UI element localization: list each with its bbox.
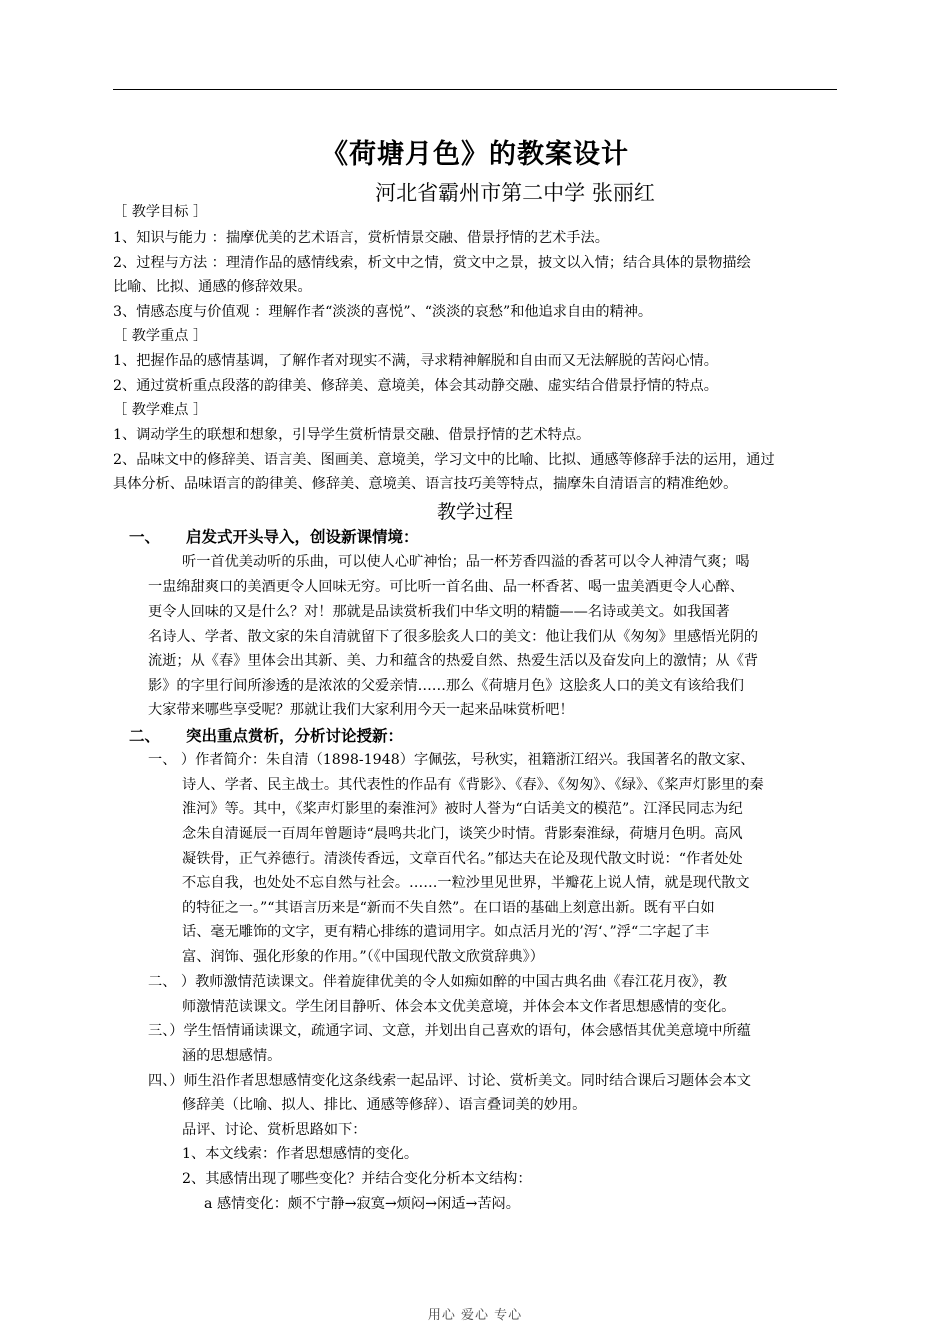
paragraph-line: 富、润饰、强化形象的作用。”（《中国现代散文欣赏辞典》）	[182, 949, 544, 965]
part2-number: 二、	[129, 726, 161, 745]
paragraph-line: 三、）学生悟情诵读课文，疏通字词、文意，并划出自己喜欢的语句，体会感悟其优美意境中所蕴	[148, 1023, 751, 1039]
paragraph-line: 凝铁骨，正气养德行。清淡传香远，文章百代名。”郁达夫在论及现代散文时说：“作者处处	[182, 851, 743, 867]
paragraph-line: 四、）师生沿作者思想感情变化这条线索一起品评、讨论、赏析美文。同时结合课后习题体会本文	[148, 1073, 751, 1089]
paragraph-line: 影》的字里行间所渗透的是浓浓的父爱亲情……那么《荷塘月色》这脍炙人口的美文有该给我们	[148, 678, 744, 694]
key-point-item: 2、通过赏析重点段落的韵律美、修辞美、意境美，体会其动静交融、虚实结合借景抒情的特点。	[113, 378, 718, 394]
author-line: 河北省霸州市第二中学 张丽红	[375, 181, 655, 205]
paragraph-line: 名诗人、学者、散文家的朱自清就留下了很多脍炙人口的美文：他让我们从《匆匆》里感悟光阴的	[148, 629, 759, 645]
objective-item: 2、过程与方法 ：理清作品的感情线索，析文中之情，赏文中之景，披文以入情；结合具体的景物描绘	[113, 255, 751, 271]
paragraph-line: 的特征之一。”“其语言历来是“新而不失自然”。在口语的基础上刻意出新。既有平白如	[182, 900, 715, 916]
objective-item: 比喻、比拟、通感的修辞效果。	[113, 279, 312, 295]
key-point-item: 1、把握作品的感情基调，了解作者对现实不满，寻求精神解脱和自由而又无法解脱的苦闷心情。	[113, 353, 718, 369]
difficulty-item: 1、调动学生的联想和想象，引导学生赏析情景交融、借景抒情的艺术特点。	[113, 427, 591, 443]
paragraph-line: a 感情变化：颇不宁静→寂寞→烦闷→闲适→苦闷。	[204, 1196, 520, 1212]
header-rule	[113, 89, 837, 90]
difficulty-item: 具体分析、品味语言的韵律美、修辞美、意境美、语言技巧美等特点，揣摩朱自清语言的精准绝妙。	[113, 476, 738, 492]
paragraph-line: 涵的思想感情。	[182, 1048, 282, 1064]
paragraph-line: 流逝；从《春》里体会出其新、美、力和蕴含的热爱自然、热爱生活以及奋发向上的激情；从《背	[148, 653, 759, 669]
document-title: 《荷塘月色》的教案设计	[321, 139, 629, 170]
paragraph-line: 话、毫无雕饰的文字，更有精心排练的遣词用字。如点活月光的’泻‘、”浮“二字起了丰	[182, 924, 710, 940]
paragraph-line: 品评、讨论、赏析思路如下：	[182, 1122, 367, 1138]
objectives-header: ［ 教学目标 ］	[113, 204, 208, 220]
part2-heading: 突出重点赏析，分析讨论授新：	[186, 726, 404, 745]
paragraph-line: 听一首优美动听的乐曲，可以使人心旷神怡；品一杯芳香四溢的香茗可以令人神清气爽；喝	[182, 554, 750, 570]
paragraph-line: 1、本文线索：作者思想感情的变化。	[182, 1146, 419, 1162]
part1-number: 一、	[129, 527, 161, 546]
part1-heading: 启发式开头导入，创设新课情境：	[186, 527, 419, 546]
paragraph-line: 大家带来哪些享受呢？那就让我们大家利用今天一起来品味赏析吧！	[148, 702, 574, 718]
paragraph-line: 更令人回味的又是什么？对！那就是品读赏析我们中华文明的精髓——名诗或美文。如我国著	[148, 604, 730, 620]
paragraph-line: 一、 ）作者简介：朱自清（1898-1948）字佩弦，号秋实，祖籍浙江绍兴。我国著名的散文家、	[148, 752, 755, 768]
paragraph-line: 不忘自我，也处处不忘自然与社会。……一粒沙里见世界，半瓣花上说人情，就是现代散文	[182, 875, 750, 891]
objective-item: 3、情感态度与价值观 ：理解作者“淡淡的喜悦”、“淡淡的哀愁”和他追求自由的精神。	[113, 304, 653, 320]
paragraph-line: 2、其感情出现了哪些变化？并结合变化分析本文结构：	[182, 1171, 532, 1187]
paragraph-line: 师激情范读课文。学生闭目静听、体会本文优美意境，并体会本文作者思想感情的变化。	[182, 999, 736, 1015]
difficulty-item: 2、品味文中的修辞美、语言美、图画美、意境美，学习文中的比喻、比拟、通感等修辞手法的运用，通过	[113, 452, 775, 468]
paragraph-line: 诗人、学者、民主战士。其代表性的作品有《背影》、《春》、《匆匆》、《绿》、《桨声灯影里的秦	[182, 777, 764, 793]
paragraph-line: 一盅绵甜爽口的美酒更令人回味无穷。可比听一首名曲、品一杯香茗、喝一盅美酒更令人心醉、	[148, 579, 744, 595]
page-footer: 用心 爱心 专心	[427, 1308, 523, 1323]
key-points-header: ［ 教学重点 ］	[113, 328, 208, 344]
paragraph-line: 二、 ）教师激情范读课文。伴着旋律优美的令人如痴如醉的中国古典名曲《春江花月夜》，教	[148, 974, 728, 990]
paragraph-line: 淮河》等。其中，《桨声灯影里的秦淮河》被时人誉为“白话美文的模范”。江泽民同志为纪	[182, 801, 743, 817]
paragraph-line: 修辞美（比喻、拟人、排比、通感等修辞）、语言叠词美的妙用。	[182, 1097, 587, 1113]
process-title: 教学过程	[436, 501, 513, 523]
paragraph-line: 念朱自清诞辰一百周年曾题诗“晨鸣共北门，谈笑少时情。背影秦淮绿，荷塘月色明。高风	[182, 826, 743, 842]
objective-item: 1、知识与能力 ：揣摩优美的艺术语言，赏析情景交融、借景抒情的艺术手法。	[113, 230, 609, 246]
difficulties-header: ［ 教学难点 ］	[113, 402, 208, 418]
